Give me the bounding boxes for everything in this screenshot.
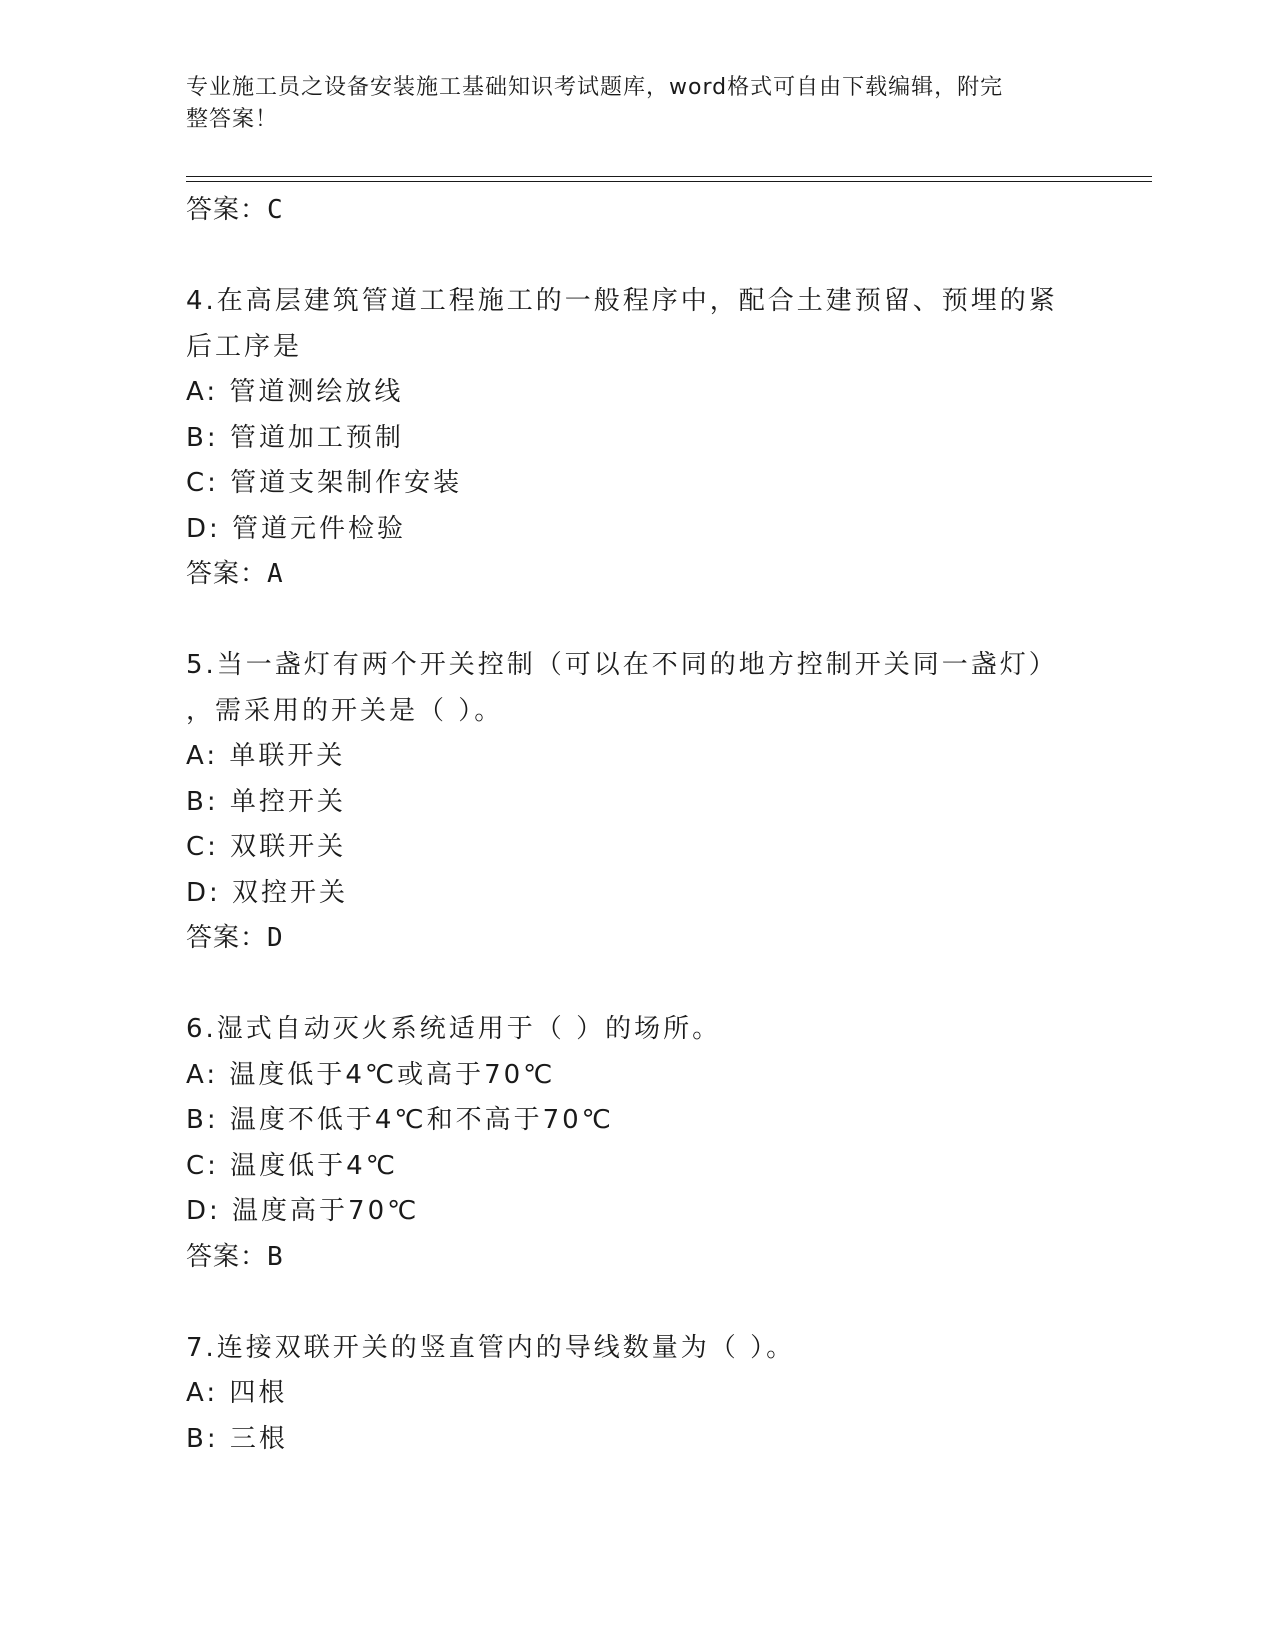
answer-value: C — [267, 195, 284, 225]
answer-prefix: 答案： — [186, 1241, 268, 1272]
answer-line — [186, 1235, 1086, 1281]
option-d: D: 温度高于70℃ — [186, 1196, 420, 1226]
question-4 — [186, 279, 1086, 598]
option-a: A: 温度低于4℃或高于70℃ — [186, 1059, 556, 1090]
question-stem-cont: ，需采用的开关是（ ）。 — [186, 695, 504, 726]
question-6 — [186, 1007, 1086, 1280]
header-line-1: 专业施工员之设备安装施工基础知识考试题库，word格式可自由下载编辑，附完 — [186, 75, 1004, 100]
answer-line — [186, 916, 1086, 962]
header-divider-top — [186, 176, 1152, 177]
question-5 — [186, 643, 1086, 962]
document-header — [186, 72, 1066, 136]
option-d: D: 管道元件检验 — [186, 513, 407, 544]
option-a: A: 管道测绘放线 — [186, 377, 404, 407]
answer-prefix: 答案： — [186, 923, 268, 953]
answer-value: A — [267, 559, 284, 589]
header-divider-bottom — [186, 181, 1152, 182]
question-list — [186, 188, 1086, 1462]
header-line-2: 整答案！ — [186, 107, 279, 132]
answer-line — [186, 552, 1086, 598]
option-c: C: 管道支架制作安装 — [186, 468, 463, 498]
spacer — [186, 234, 1086, 280]
option-c: C: 双联开关 — [186, 832, 347, 862]
option-c: C: 温度低于4℃ — [186, 1150, 398, 1181]
option-b: B: 三根 — [186, 1423, 288, 1454]
question-stem-cont: 后工序是 — [186, 331, 303, 362]
answer-value: D — [267, 923, 284, 953]
answer-value: B — [267, 1241, 284, 1272]
option-a: A: 四根 — [186, 1378, 288, 1408]
option-a: A: 单联开关 — [186, 741, 346, 771]
option-d: D: 双控开关 — [186, 877, 349, 908]
question-stem: 5.当一盏灯有两个开关控制（可以在不同的地方控制开关同一盏灯） — [186, 650, 1058, 680]
question-stem: 7.连接双联开关的竖直管内的导线数量为（ ）。 — [186, 1332, 796, 1363]
question-7 — [186, 1326, 1086, 1463]
spacer — [186, 598, 1086, 644]
question-stem: 6.湿式自动灭火系统适用于（ ）的场所。 — [186, 1014, 722, 1044]
answer-prefix: 答案： — [186, 559, 268, 589]
option-b: B: 温度不低于4℃和不高于70℃ — [186, 1105, 614, 1135]
answer-line-prev — [186, 188, 1086, 234]
answer-prefix: 答案： — [186, 195, 268, 225]
option-b: B: 管道加工预制 — [186, 422, 404, 453]
question-stem: 4.在高层建筑管道工程施工的一般程序中，配合土建预留、预埋的紧 — [186, 286, 1058, 316]
spacer — [186, 962, 1086, 1008]
option-b: B: 单控开关 — [186, 786, 346, 817]
spacer — [186, 1280, 1086, 1326]
